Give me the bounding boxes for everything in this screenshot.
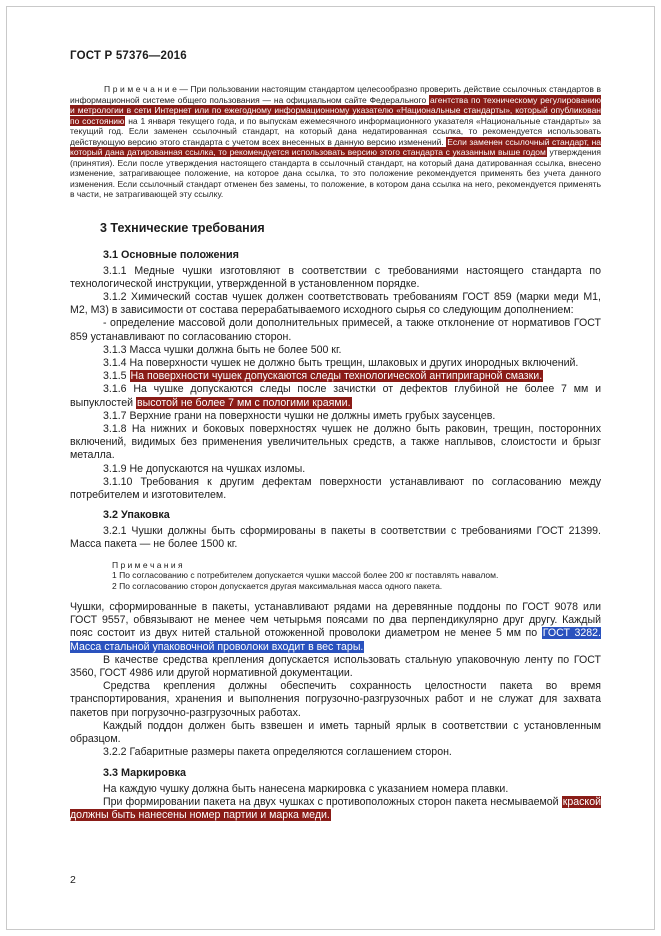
clause-3-1-2 <box>70 291 601 317</box>
marking-paragraph-2 <box>70 796 601 822</box>
text-segment: 3.1.8 На нижних и боковых поверхностях чушек не должно быть раковин, трещин, посторонних включений, видимых без применения увеличительных средств, а также наплывов, слоистости и брызг металла. <box>70 422 601 462</box>
text-segment: 3.1.9 Не допускаются на чушках изломы. <box>103 462 306 475</box>
clause-3-1-5 <box>70 370 601 383</box>
clause-3-1-heading <box>70 249 601 261</box>
text-segment: 3.1 Основные положения <box>103 248 239 261</box>
text-segment: 3.2.1 Чушки должны быть сформированы в пакеты в соответствии с требованиями ГОСТ 21399. Масса пакета — не более 1500 кг. <box>70 525 601 551</box>
text-segment: 1 По согласованию с потребителем допускается чушки массой более 200 кг поставлять навалом. <box>112 570 499 581</box>
text-segment: Средства крепления должны обеспечить сохранность целостности пакета во время транспортирования, хранения и выполнения погрузочно-разгрузочных работ и не служат для захвата пакетов при погрузочно-разгрузочных работах. <box>70 680 601 719</box>
text-segment: 3.2 Упаковка <box>103 509 170 522</box>
text-segment: Чушки, сформированные в пакеты, устанавливают рядами на деревянные поддоны по ГОСТ 9078 или ГОСТ 9557, обвязывают не менее чем четырьмя поясами по два перпендикулярно друг другу. Каждый пояс состоит из двух нитей стальной отожженной проволоки диаметром не менее 5 мм по <box>70 601 601 640</box>
text-segment: 2 По согласованию сторон допускается другая максимальная масса одного пакета. <box>112 581 443 592</box>
document-body <box>70 84 601 822</box>
text-segment: - определение массовой доли дополнительных примесей, а также отклонение от нормативов ГОСТ 859 устанавливают по согласованию сторон. <box>70 317 601 343</box>
highlighted-text-red: краской должны быть нанесены номер партии и марка меди. <box>70 795 601 821</box>
page-number: 2 <box>70 874 76 886</box>
text-segment: 3.1.10 Требования к другим дефектам поверхности устанавливают по согласованию между потребителем и изготовителем. <box>70 475 601 501</box>
clause-3-1-7 <box>70 410 601 423</box>
clause-3-1-8 <box>70 423 601 463</box>
text-segment: В качестве средства крепления допускается использовать стальную упаковочную ленту по ГОСТ 3560, ГОСТ 4986 или другой нормативной документации. <box>70 653 601 680</box>
text-segment: 3.1.7 Верхние грани на поверхности чушки не должны иметь грубых заусенцев. <box>103 409 496 422</box>
document-number: ГОСТ Р 57376—2016 <box>70 50 187 62</box>
packing-paragraph <box>70 601 601 654</box>
clause-3-1-2-item <box>70 317 601 343</box>
clause-3-1-3 <box>70 344 601 357</box>
pallet-paragraph <box>70 720 601 746</box>
text-segment: 3.1.1 Медные чушки изготовляют в соответствии с требованиями настоящего стандарта по технологической инструкции, утвержденной в установленном порядке. <box>70 264 601 290</box>
text-segment: 3.1.2 Химический состав чушек должен соответствовать требованиям ГОСТ 859 (марки меди М1, М2, М3) в зависимости от состава перерабатываемого исходного сырья со следующим дополнением: <box>70 290 601 317</box>
text-segment: На каждую чушку должна быть нанесена маркировка с указанием номера плавки. <box>103 782 509 795</box>
highlighted-text-red: агентства по техническому регулированию и метрологии в сети Интернет или по ежегодному информационному указателю «Национальные стандарты», который опубликован по состоянию <box>70 94 601 126</box>
text-segment: 3.3 Маркировка <box>103 766 187 779</box>
text-segment: П р и м е ч а н и я <box>112 559 183 570</box>
page-content <box>70 50 601 822</box>
clause-3-2-1 <box>70 525 601 551</box>
text-segment: Каждый поддон должен быть взвешен и иметь тарный ярлык в соответствии с установленным образцом. <box>70 719 601 746</box>
strapping-paragraph <box>70 654 601 680</box>
section-3-heading <box>70 221 601 235</box>
text-segment: 3.1.3 Масса чушки должна быть не более 500 кг. <box>103 343 342 356</box>
note-item-1 <box>70 570 601 581</box>
clause-3-1-10 <box>70 476 601 502</box>
clause-3-1-9 <box>70 463 601 476</box>
text-segment: П р и м е ч а н и е — При пользовании настоящим стандартом целесообразно проверить действие ссылочных стандартов в информационной системе общего пользования — на официальном сайте Федерального <box>70 84 601 105</box>
highlighted-text-red: высотой не более 7 мм с пологими краями. <box>137 396 351 409</box>
text-segment: 3.1.6 На чушке допускаются следы после зачистки от дефектов глубиной не более 7 мм и выпуклостей <box>70 383 601 409</box>
text-segment: утверждения (принятия). Если после утверждения настоящего стандарта в ссылочный стандарт, на который дана датированная ссылка, внесено изменение, затрагивающее положение, на которое дана ссылка, то это положение рекомендуется применять без учета данного изменения. Если ссылочный стандарт отменен без замены, то положение, в котором дана ссылка на него, рекомендуется применять в части, не затрагивающей эту ссылку. <box>70 147 601 199</box>
clause-3-2-2 <box>70 746 601 759</box>
text-segment: 3.1.5 <box>103 370 130 383</box>
standards-note <box>70 84 601 200</box>
clause-3-1-1 <box>70 265 601 291</box>
text-segment: 3.1.4 На поверхности чушек не должно быть трещин, шлаковых и других инородных включений. <box>103 356 579 369</box>
clause-3-2-heading <box>70 509 601 521</box>
text-segment: 3.2.2 Габаритные размеры пакета определяются соглашением сторон. <box>103 746 452 759</box>
highlighted-text-blue: ГОСТ 3282. Масса стальной упаковочной проволоки входит в вес тары. <box>70 627 601 653</box>
text-segment: При формировании пакета на двух чушках с противоположных сторон пакета несмываемой <box>103 795 562 808</box>
text-segment: на 1 января текущего года, и по выпускам ежемесячного информационного указателя «Национальные стандарты» за текущий год. Если заменен ссылочный стандарт, на который дана недатированная ссылка, то рекомендуется использовать действующую версию этого стандарта с учетом всех внесенных в данную версию изменений. <box>70 115 601 147</box>
clause-3-1-4 <box>70 357 601 370</box>
clause-3-3-heading <box>70 767 601 779</box>
text-segment: 3 Технические требования <box>100 220 265 235</box>
highlighted-text-red: На поверхности чушек допускаются следы технологической антипригарной смазки. <box>130 370 543 383</box>
marking-paragraph-1 <box>70 783 601 796</box>
clause-3-1-6 <box>70 383 601 409</box>
note-item-2 <box>70 581 601 592</box>
fastening-paragraph <box>70 680 601 720</box>
highlighted-text-red: Если заменен ссылочный стандарт, на который дана датированная ссылка, то рекомендуется использовать версию этого стандарта с указанным выше годом <box>70 136 602 157</box>
notes-heading <box>70 560 601 571</box>
